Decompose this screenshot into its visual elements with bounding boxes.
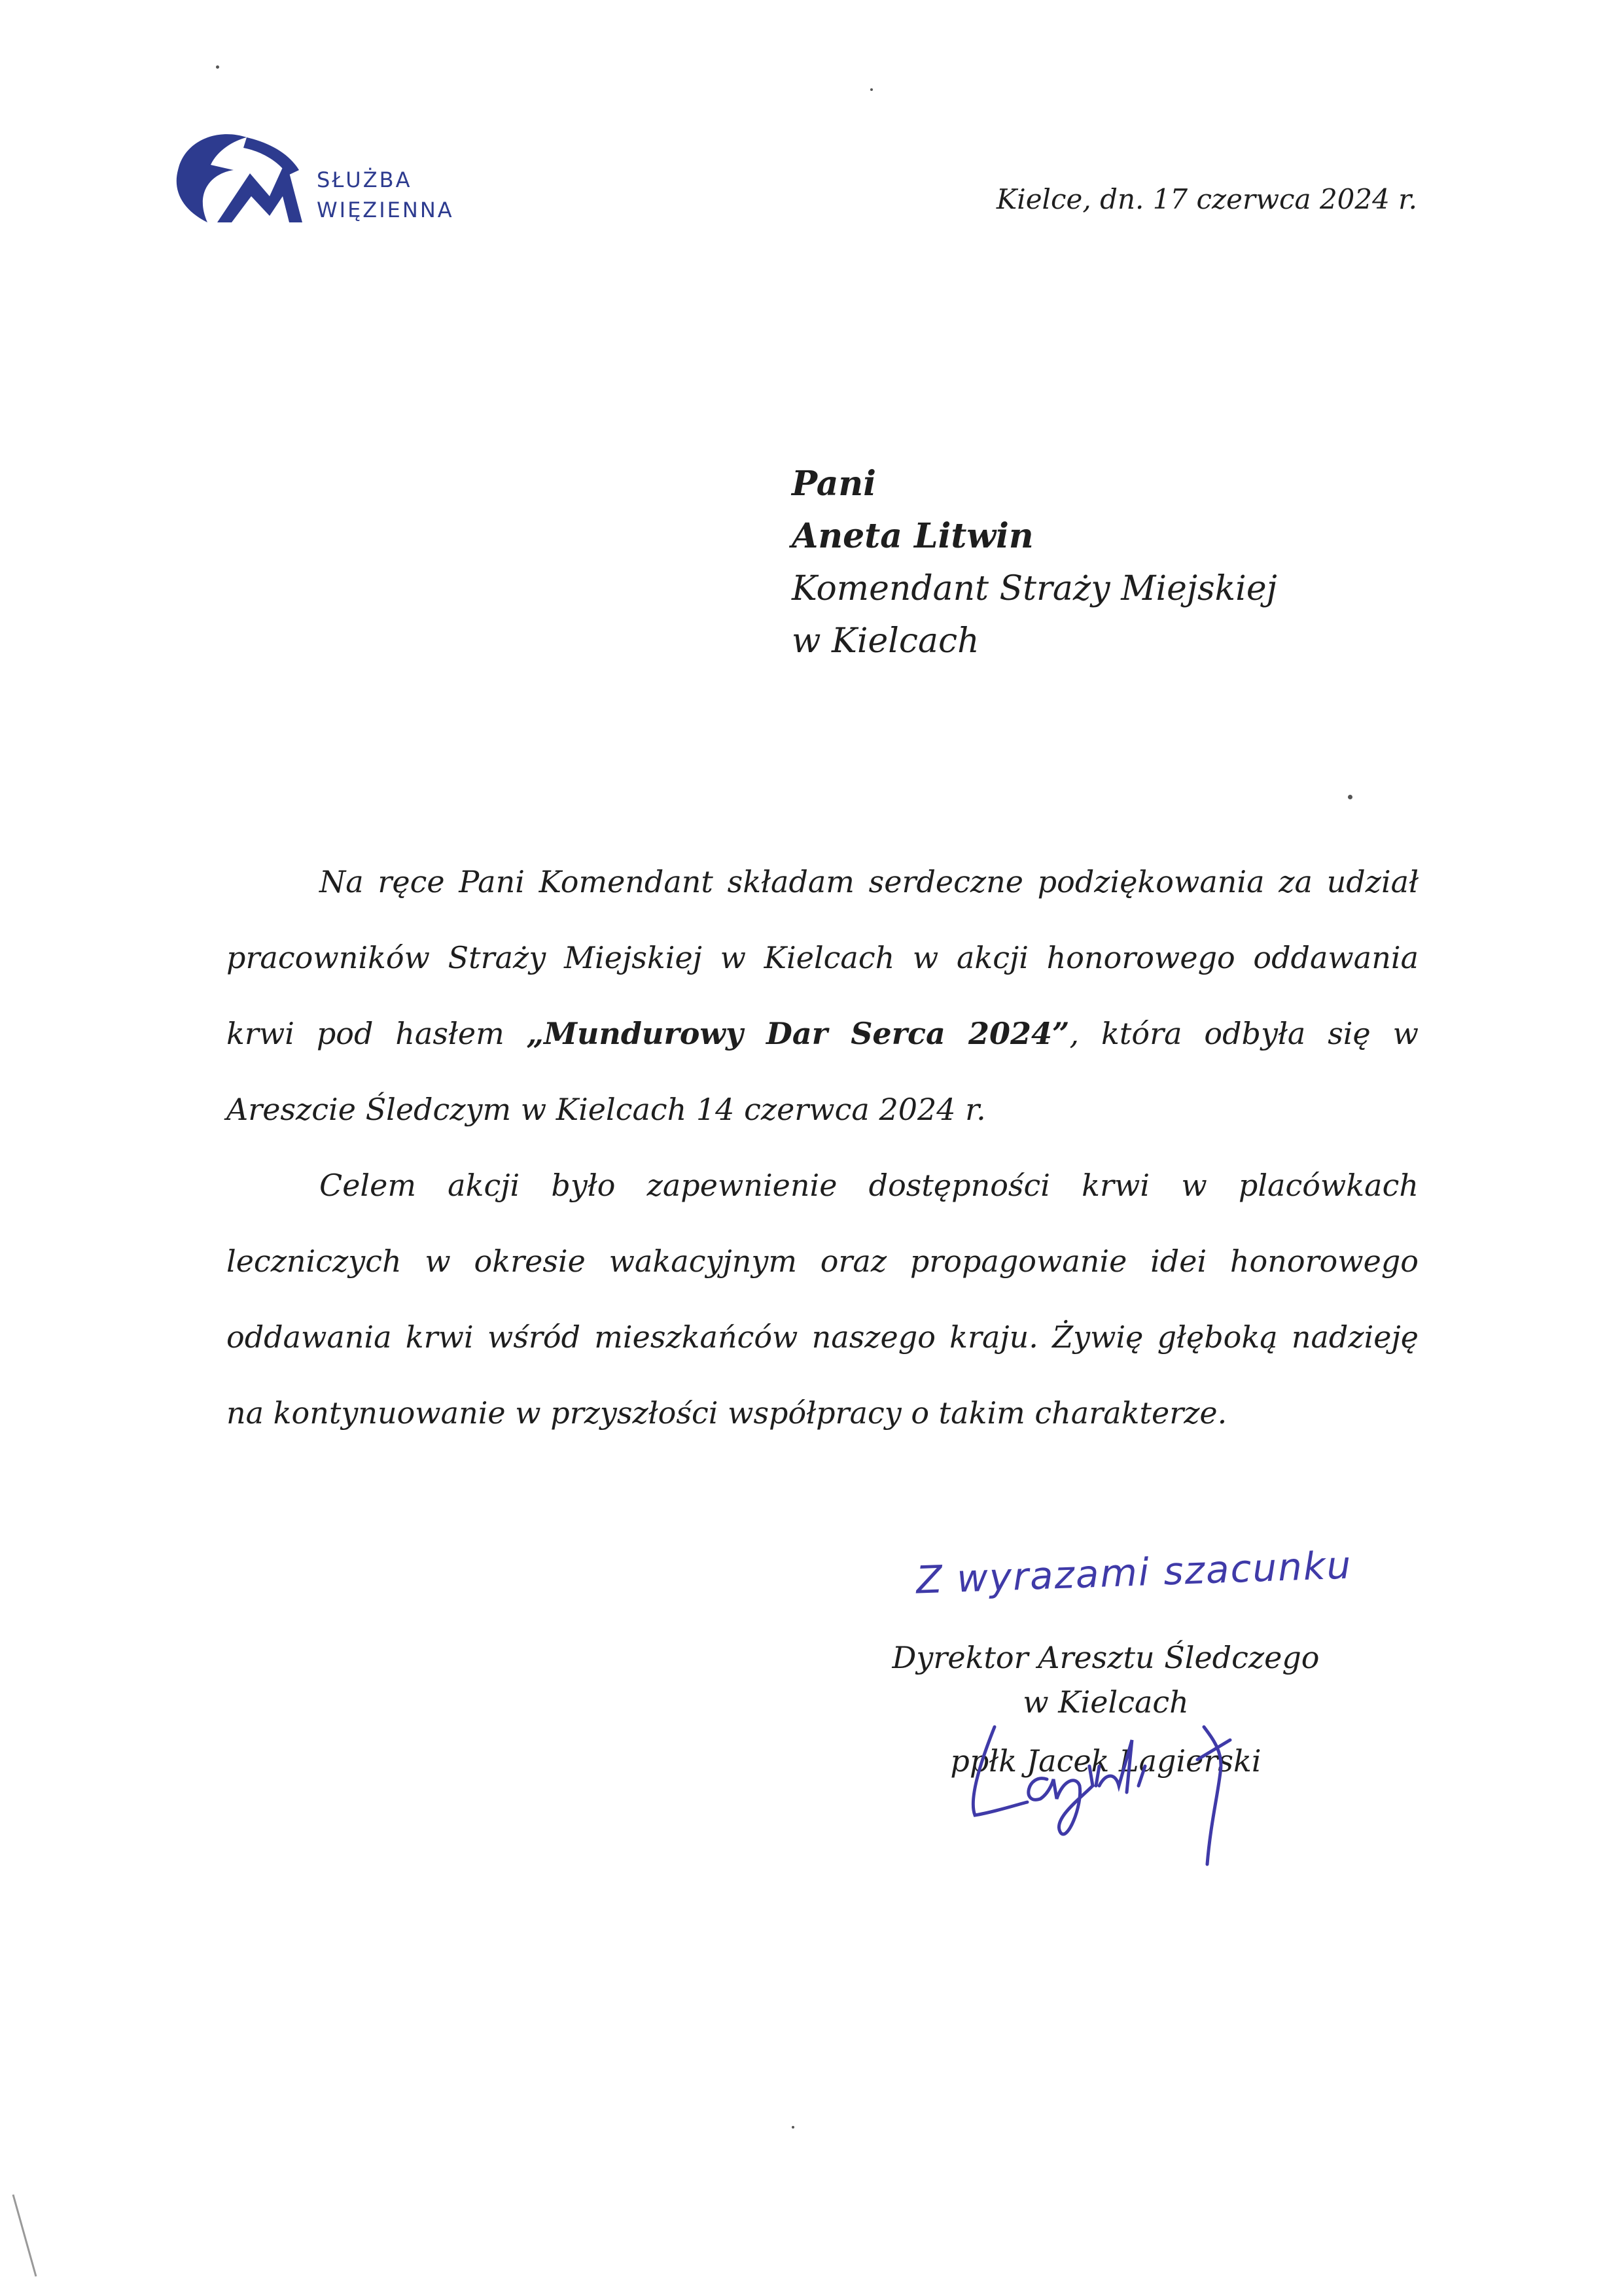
recipient-place: w Kielcach [792, 621, 980, 661]
signer-title-line2: w Kielcach [1023, 1684, 1189, 1720]
body-paragraph-2: Celem akcji było zapewnienie dostępności krwi w placówkach leczniczych w okresie wakacyjnym oraz propagowanie idei honorowego oddawania krwi wśród mieszkańców naszego kraju. Żywię głęboką nadzieję na kontynuowanie w przyszłości współpracy o takim charakterze. [226, 1168, 1419, 1431]
body-paragraph-1 [226, 844, 1419, 1147]
signer-title-line1: Dyrektor Aresztu Śledczego [892, 1640, 1320, 1675]
logo-wordmark [317, 165, 454, 225]
letter-date: Kielce, dn. 17 czerwca 2024 r. [996, 183, 1417, 215]
sluzba-wiezienna-logo [171, 124, 472, 229]
letter-body [226, 844, 1419, 1451]
recipient-block [792, 458, 1277, 667]
campaign-name: „Mundurowy Dar Serca 2024” [526, 1016, 1070, 1051]
recipient-salutation: Pani [792, 464, 876, 504]
handwritten-signature-icon [955, 1701, 1282, 1871]
logo-line2: WIĘZIENNA [317, 198, 454, 222]
logo-line1: SŁUŻBA [317, 167, 412, 192]
paper-speck [792, 2126, 794, 2129]
paper-speck [216, 65, 219, 69]
recipient-title: Komendant Straży Miejskiej [792, 569, 1277, 608]
scan-edge-mark [7, 2191, 46, 2283]
logo-emblem-icon [171, 124, 309, 229]
paper-speck [1348, 795, 1352, 799]
recipient-name: Aneta Litwin [792, 516, 1034, 556]
p1-text-before: Na ręce Pani Komendant składam serdeczne podziękowania za udział pracowników Straży Miejskiej w Kielcach w akcji honorowego oddawania krwi pod hasłem [226, 864, 1419, 1051]
p1-text-after: , która odbyła się w Areszcie Śledczym w Kielcach 14 czerwca 2024 r. [226, 1016, 1419, 1127]
paper-speck [870, 88, 873, 91]
signer-name: ppłk Jacek Lagierski [950, 1743, 1262, 1779]
handwritten-closing: Z wyrazami szacunku [915, 1542, 1353, 1603]
